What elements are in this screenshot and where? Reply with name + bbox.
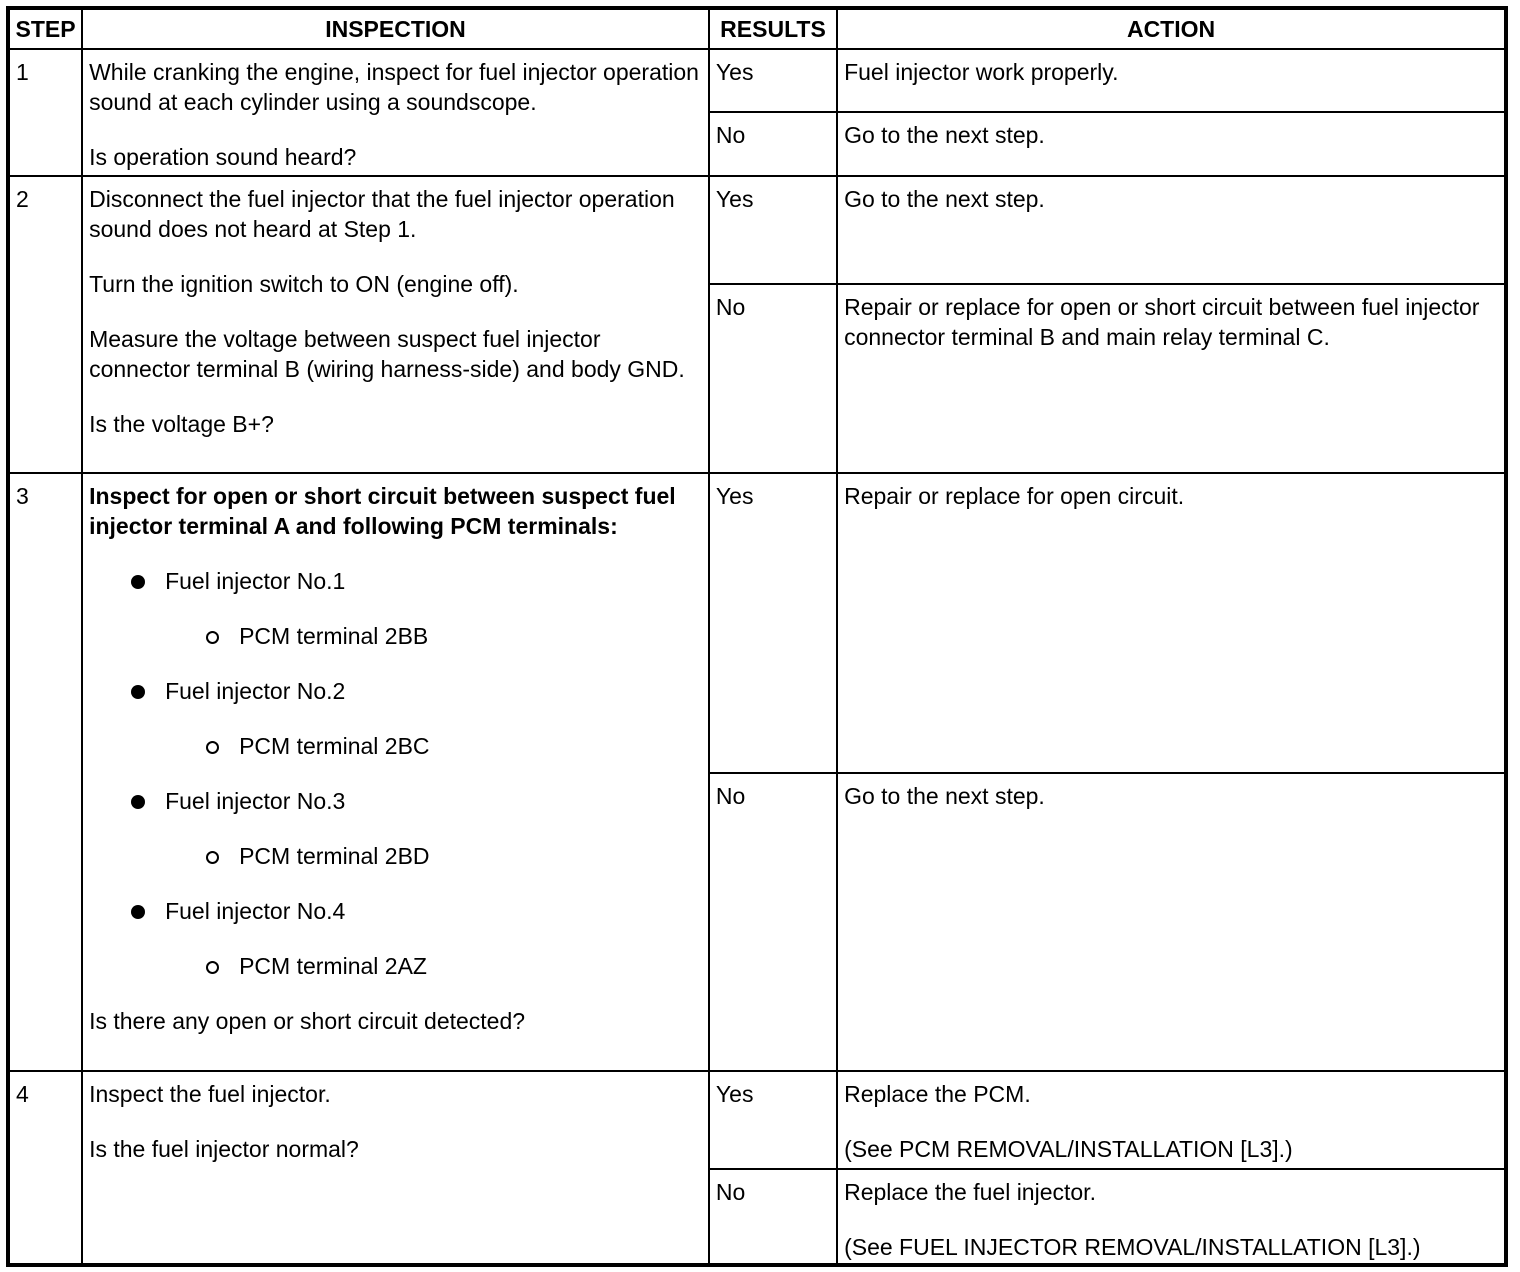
step-1-number: 1	[8, 49, 82, 176]
step-3-action-no	[837, 773, 1506, 1071]
header-action: ACTION	[837, 8, 1506, 49]
diagnostic-procedure-document	[6, 6, 1508, 1267]
filled-bullet-icon	[131, 896, 149, 926]
step-2-result-yes: Yes	[709, 176, 837, 284]
step-1-inspection	[82, 49, 709, 176]
step-4-number: 4	[8, 1071, 82, 1265]
inspection-question: Is the fuel injector normal?	[89, 1136, 359, 1162]
action-reference: (See PCM REMOVAL/INSTALLATION [L3].)	[844, 1136, 1293, 1162]
action-text: Replace the fuel injector.	[844, 1179, 1096, 1205]
step-3-action-yes	[837, 473, 1506, 773]
step-3-inspection	[82, 473, 709, 1071]
inspection-question: Is there any open or short circuit detected?	[89, 1008, 526, 1034]
filled-bullet-icon	[131, 786, 149, 816]
hollow-bullet-icon	[205, 621, 223, 651]
terminal-item	[89, 951, 702, 981]
injector-name: Fuel injector No.3	[165, 788, 346, 814]
header-step: STEP	[8, 8, 82, 49]
inspection-intro: Inspect for open or short circuit between suspect fuel injector terminal A and following PCM terminals:	[89, 483, 676, 539]
inspection-question: Is operation sound heard?	[89, 144, 357, 170]
injector-item	[89, 786, 702, 816]
hollow-bullet-icon	[205, 841, 223, 871]
terminal-item	[89, 731, 702, 761]
step-1-row-yes	[8, 49, 1506, 112]
action-text: Repair or replace for open or short circuit between fuel injector connector terminal B and main relay terminal C.	[844, 294, 1480, 350]
injector-item	[89, 676, 702, 706]
hollow-bullet-icon	[205, 731, 223, 761]
step-2-inspection	[82, 176, 709, 473]
injector-name: Fuel injector No.2	[165, 678, 346, 704]
terminal-item	[89, 841, 702, 871]
inspection-text: Turn the ignition switch to ON (engine off).	[89, 271, 519, 297]
terminal-item	[89, 621, 702, 651]
step-4-row-yes	[8, 1071, 1506, 1169]
step-4-result-no: No	[709, 1169, 837, 1265]
action-text: Repair or replace for open circuit.	[844, 483, 1185, 509]
header-row	[8, 8, 1506, 49]
action-text: Go to the next step.	[844, 783, 1045, 809]
step-2-action-no	[837, 284, 1506, 473]
action-text: Go to the next step.	[844, 186, 1045, 212]
step-4-action-yes	[837, 1071, 1506, 1169]
step-3-result-yes: Yes	[709, 473, 837, 773]
step-2-action-yes	[837, 176, 1506, 284]
action-text: Fuel injector work properly.	[844, 59, 1119, 85]
filled-bullet-icon	[131, 676, 149, 706]
header-results: RESULTS	[709, 8, 837, 49]
terminal-name: PCM terminal 2BD	[239, 843, 430, 869]
step-4-inspection	[82, 1071, 709, 1265]
inspection-text: While cranking the engine, inspect for fuel injector operation sound at each cylinder using a soundscope.	[89, 59, 699, 115]
inspection-question: Is the voltage B+?	[89, 411, 274, 437]
injector-item	[89, 896, 702, 926]
terminal-name: PCM terminal 2BB	[239, 623, 429, 649]
injector-item	[89, 566, 702, 596]
step-3-number: 3	[8, 473, 82, 1071]
step-1-result-no: No	[709, 112, 837, 176]
step-4-action-no	[837, 1169, 1506, 1265]
filled-bullet-icon	[131, 566, 149, 596]
inspection-text: Inspect the fuel injector.	[89, 1081, 331, 1107]
action-reference: (See FUEL INJECTOR REMOVAL/INSTALLATION [L3].)	[844, 1234, 1421, 1260]
step-2-result-no: No	[709, 284, 837, 473]
terminal-name: PCM terminal 2AZ	[239, 953, 427, 979]
step-3-row-yes	[8, 473, 1506, 773]
inspection-text: Measure the voltage between suspect fuel injector connector terminal B (wiring harness-side) and body GND.	[89, 326, 685, 382]
action-text: Replace the PCM.	[844, 1081, 1031, 1107]
step-1-action-no	[837, 112, 1506, 176]
step-1-result-yes: Yes	[709, 49, 837, 112]
step-2-row-yes	[8, 176, 1506, 284]
action-text: Go to the next step.	[844, 122, 1045, 148]
terminal-name: PCM terminal 2BC	[239, 733, 430, 759]
hollow-bullet-icon	[205, 951, 223, 981]
injector-name: Fuel injector No.4	[165, 898, 346, 924]
header-inspection: INSPECTION	[82, 8, 709, 49]
diagnostic-procedure-table	[6, 6, 1508, 1267]
step-2-number: 2	[8, 176, 82, 473]
injector-name: Fuel injector No.1	[165, 568, 346, 594]
inspection-text: Disconnect the fuel injector that the fuel injector operation sound does not heard at Step 1.	[89, 186, 675, 242]
step-3-result-no: No	[709, 773, 837, 1071]
step-1-action-yes	[837, 49, 1506, 112]
step-4-result-yes: Yes	[709, 1071, 837, 1169]
